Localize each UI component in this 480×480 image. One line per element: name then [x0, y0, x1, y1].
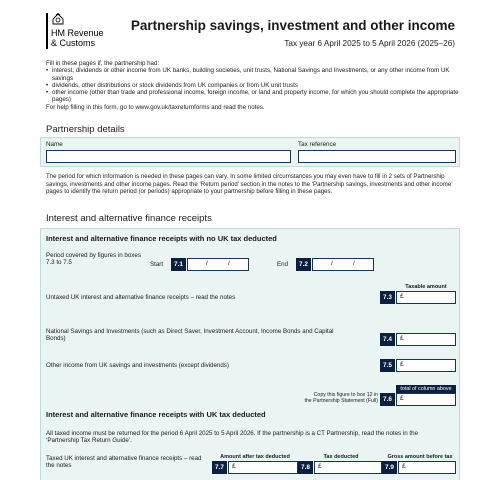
partnership-details-heading: Partnership details — [46, 124, 125, 135]
total-column-tag: total of column above — [396, 385, 456, 393]
date-separator: / — [206, 260, 208, 267]
end-date-input[interactable] — [312, 258, 374, 271]
intro-bullet-list — [46, 67, 460, 103]
tax-deducted-heading: Interest and alternative finance receipts with UK tax deducted — [46, 410, 266, 419]
start-label: Start — [150, 261, 164, 268]
pound-sign: £ — [402, 463, 406, 470]
pound-sign: £ — [400, 395, 404, 402]
taxed-interest-label: Taxed UK interest and alternative finance receipts – read the notes — [46, 455, 202, 470]
intro-help: For help filling in this form, go to www.gov.uk/taxreturnforms and read the notes. — [46, 103, 265, 111]
pound-sign: £ — [318, 463, 322, 470]
page-title: Partnership savings, investment and other income — [130, 18, 455, 33]
intro-bullet: • interest, dividends or other income from UK banks, building societies, unit trusts, National Savings and Investments, or any other income from UK savings — [46, 67, 460, 82]
tax-deducted-header: Tax deducted — [323, 454, 359, 460]
tax-year-subtitle: Tax year 6 April 2025 to 5 April 2026 (2025–26) — [284, 39, 455, 48]
amount-after-tax-input[interactable] — [228, 461, 298, 474]
box-7-9: 7.9 — [382, 461, 397, 474]
total-input[interactable] — [396, 393, 456, 406]
gross-amount-input[interactable] — [398, 461, 456, 474]
other-savings-input[interactable] — [396, 359, 456, 372]
copy-note-line2: the Partnership Statement (Full) — [304, 398, 378, 405]
box-7-1: 7.1 — [171, 258, 186, 271]
end-label: End — [277, 261, 289, 268]
tax-reference-input[interactable] — [298, 150, 456, 163]
copy-note-line1: Copy this figure to box 12 in — [313, 392, 378, 398]
date-separator: / — [331, 260, 333, 267]
intro-bullet: • other income (other than trade and professional income, foreign income, or land and property income, for which you should complete the appropriate pages) — [46, 89, 460, 104]
logo-text-line2: & Customs — [51, 38, 96, 48]
gross-amount-header: Gross amount before tax — [387, 454, 453, 460]
partnership-name-input[interactable] — [46, 150, 291, 163]
name-label: Name — [46, 141, 63, 148]
logo-rule — [46, 13, 48, 49]
pound-sign: £ — [400, 361, 404, 368]
national-savings-input[interactable] — [396, 333, 456, 346]
partnership-details-panel — [40, 137, 460, 167]
start-date-input[interactable] — [187, 258, 249, 271]
copy-figure-note — [304, 392, 378, 405]
untaxed-interest-input[interactable] — [396, 291, 456, 304]
no-tax-deducted-heading: Interest and alternative finance receipts with no UK tax deducted — [46, 234, 277, 243]
box-7-5: 7.5 — [380, 359, 395, 372]
box-7-2: 7.2 — [296, 258, 311, 271]
logo-text-line1: HM Revenue — [51, 28, 104, 38]
intro-text — [46, 60, 460, 111]
taxable-amount-header: Taxable amount — [405, 284, 447, 290]
intro-lead: Fill in these pages if, the partnership had: — [46, 60, 160, 67]
pound-sign: £ — [400, 335, 404, 342]
untaxed-interest-label: Untaxed UK interest and alternative finance receipts – read the notes — [46, 294, 236, 301]
box-7-7: 7.7 — [212, 461, 227, 474]
taxed-income-note: All taxed income must be returned for the period 6 April 2025 to 5 April 2026. If the partnership is a CT Partnership, read the notes in the ‘Partnership Tax Return Guide’. — [46, 430, 419, 445]
tax-deducted-input[interactable] — [314, 461, 382, 474]
tax-reference-label: Tax reference — [298, 141, 337, 148]
period-covered-label: Period covered by figures in boxes 7.3 to 7.5 — [46, 252, 141, 267]
intro-bullet: • dividends, other distributions or stock dividends from UK companies or from UK unit trusts — [46, 82, 460, 89]
amount-after-tax-header: Amount after tax deducted — [220, 454, 290, 460]
date-separator: / — [353, 260, 355, 267]
pound-sign: £ — [232, 463, 236, 470]
national-savings-label: National Savings and Investments (such as Direct Saver, Investment Account, Income Bonds and Capital Bonds) — [46, 328, 334, 343]
hmrc-logo — [46, 13, 116, 51]
box-7-6: 7.6 — [380, 393, 395, 406]
box-7-4: 7.4 — [380, 333, 395, 346]
box-7-8: 7.8 — [298, 461, 313, 474]
pound-sign: £ — [400, 293, 404, 300]
other-savings-label: Other income from UK savings and investments (except dividends) — [46, 362, 229, 369]
interest-section-heading: Interest and alternative finance receipts — [46, 213, 212, 224]
box-7-3: 7.3 — [380, 291, 395, 304]
royal-crest-icon — [51, 13, 65, 25]
return-period-note: The period for which information is needed in these pages can vary. In some limited circumstances you may even have to fill in 2 sets of Partnership savings, investments and other income pages. Read the ‘Return period’ section in the notes to the ‘Partnership savings, investments and other income’ pages to identify the return period (or periods) appropriate to your partnership before filling in these pages. — [46, 173, 453, 195]
date-separator: / — [228, 260, 230, 267]
